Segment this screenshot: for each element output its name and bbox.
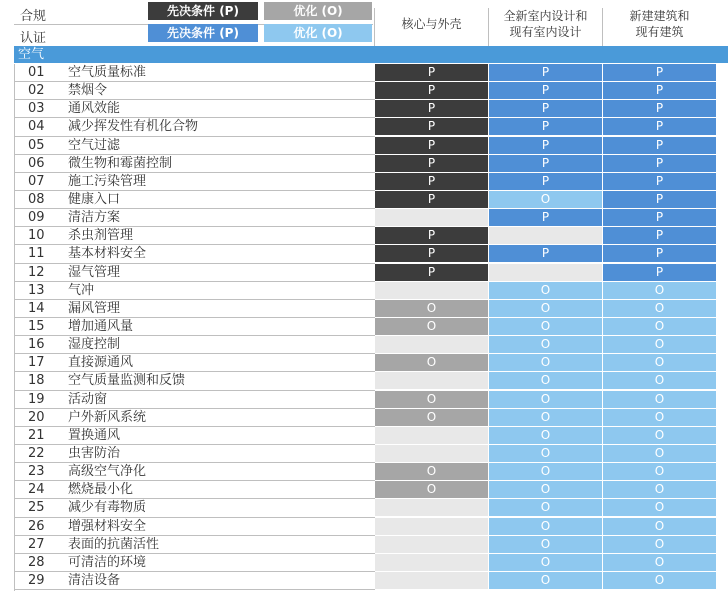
row-feature-name: 表面的抗菌活性 [68,536,160,552]
cell-core: O [375,300,488,317]
legend-prereq-core: 先决条件 (P) [148,2,258,20]
row-number: 10 [28,228,45,244]
cell-new-building: O [603,372,716,389]
cell-core [375,572,488,589]
cell-new-building: P [603,245,716,262]
table-row [14,282,728,300]
row-feature-name: 清洁方案 [68,210,121,226]
column-header-new-building-line2: 现有建筑 [635,25,684,39]
cell-new-interior: P [489,118,602,135]
table-row [14,100,728,118]
cell-new-building: P [603,82,716,99]
row-number: 21 [28,427,45,443]
legend-optimization-core: 优化 (O) [264,2,372,20]
cell-core [375,336,488,353]
cell-new-interior: O [489,391,602,408]
cell-core [375,282,488,299]
row-number: 13 [28,282,45,298]
cell-new-interior: O [489,536,602,553]
row-number: 18 [28,373,45,389]
table-row [14,300,728,318]
row-feature-name: 通风效能 [68,101,121,117]
cell-new-building: O [603,354,716,371]
cell-core: P [375,191,488,208]
cell-new-interior: P [489,82,602,99]
table-row [14,463,728,481]
table-row [14,64,728,82]
cell-core [375,518,488,535]
row-number: 08 [28,191,45,207]
cell-new-building: P [603,137,716,154]
cell-new-building: P [603,118,716,135]
row-number: 28 [28,554,45,570]
cell-new-building: O [603,445,716,462]
row-feature-name: 空气质量监测和反馈 [68,373,186,389]
cell-new-interior: O [489,300,602,317]
table-header [0,0,728,46]
cell-core: P [375,64,488,81]
row-number: 27 [28,536,45,552]
cell-new-interior: P [489,137,602,154]
row-number: 25 [28,500,45,516]
cell-new-building: P [603,173,716,190]
cell-new-building: P [603,264,716,281]
cell-new-building: O [603,481,716,498]
legend-optimization-cert: 优化 (O) [264,24,372,42]
compliance-label: 合规 [20,9,47,24]
cell-core: P [375,155,488,172]
table-row [14,372,728,390]
cell-core: P [375,264,488,281]
table-row [14,245,728,263]
cell-core [375,499,488,516]
row-number: 06 [28,155,45,171]
table-row [14,391,728,409]
cell-new-building: O [603,318,716,335]
cell-new-interior: P [489,100,602,117]
cell-core: O [375,318,488,335]
table-row [14,173,728,191]
row-feature-name: 减少挥发性有机化合物 [68,119,199,135]
cell-new-building: P [603,100,716,117]
row-number: 24 [28,482,45,498]
certification-label: 认证 [20,31,47,46]
cell-core [375,427,488,444]
column-header-new-interior-line1: 全新室内设计和 [503,9,588,23]
cell-new-building: O [603,463,716,480]
row-feature-name: 湿气管理 [68,264,121,280]
table-row [14,354,728,372]
row-feature-name: 虫害防治 [68,445,121,461]
row-feature-name: 空气过滤 [68,137,121,153]
table-row [14,445,728,463]
cell-new-interior: P [489,209,602,226]
row-feature-name: 空气质量标准 [68,65,147,80]
column-header-new-building [603,8,716,40]
row-feature-name: 禁烟令 [68,83,108,99]
cell-new-building: O [603,499,716,516]
table-row [14,481,728,499]
table-row [14,536,728,554]
row-number: 19 [28,391,45,407]
cell-core: P [375,82,488,99]
table-row [14,118,728,136]
cell-core: O [375,409,488,426]
cell-new-interior: P [489,245,602,262]
cell-new-interior: O [489,445,602,462]
row-number: 20 [28,409,45,425]
cell-core: P [375,100,488,117]
cell-new-interior: O [489,463,602,480]
cell-new-interior: O [489,518,602,535]
cell-new-building: O [603,282,716,299]
row-feature-name: 户外新风系统 [68,409,147,425]
cell-new-interior: O [489,554,602,571]
row-feature-name: 高级空气净化 [68,464,147,480]
cell-new-building: O [603,572,716,589]
table-row [14,137,728,155]
cell-new-interior: O [489,318,602,335]
row-feature-name: 减少有毒物质 [68,500,147,516]
cell-new-interior: P [489,173,602,190]
row-number: 03 [28,101,45,117]
cell-new-interior: O [489,481,602,498]
table-row [14,227,728,245]
column-header-core: 核心与外壳 [401,17,462,31]
row-feature-name: 直接源通风 [68,355,134,371]
cell-core: P [375,173,488,190]
row-number: 05 [28,137,45,153]
cell-core: P [375,137,488,154]
table-row [14,264,728,282]
cell-new-building: O [603,409,716,426]
row-number: 02 [28,83,45,99]
row-feature-name: 微生物和霉菌控制 [68,155,173,171]
cell-core: O [375,354,488,371]
table-row [14,409,728,427]
row-feature-name: 活动窗 [68,391,108,407]
cell-core: P [375,118,488,135]
row-feature-name: 增加通风量 [68,318,134,334]
cell-new-interior [489,264,602,281]
cell-new-building: P [603,209,716,226]
cell-core [375,372,488,389]
cell-new-building: O [603,336,716,353]
cell-core [375,209,488,226]
row-number: 22 [28,445,45,461]
row-feature-name: 漏风管理 [68,300,121,316]
cell-core [375,554,488,571]
feature-rows [14,64,728,590]
cell-core [375,445,488,462]
row-feature-name: 湿度控制 [68,337,121,353]
row-number: 23 [28,464,45,480]
table-row [14,518,728,536]
row-feature-name: 增强材料安全 [68,518,147,534]
row-number: 04 [28,119,45,135]
cell-core: P [375,227,488,244]
cell-new-building: O [603,391,716,408]
row-number: 12 [28,264,45,280]
legend-prereq-cert: 先决条件 (P) [148,24,258,42]
cell-new-building: P [603,155,716,172]
cell-new-building: P [603,227,716,244]
column-header-new-interior-line2: 现有室内设计 [509,25,582,39]
table-row [14,427,728,445]
row-feature-name: 基本材料安全 [68,246,147,262]
column-header-new-building-line1: 新建建筑和 [629,9,690,23]
row-number: 09 [28,210,45,226]
cell-new-interior [489,227,602,244]
cell-new-interior: O [489,372,602,389]
row-feature-name: 燃烧最小化 [68,482,134,498]
cell-new-building: O [603,554,716,571]
section-title-air: 空气 [14,46,728,63]
table-row [14,572,728,590]
row-feature-name: 清洁设备 [68,572,121,588]
table-row [14,82,728,100]
table-row [14,209,728,227]
row-feature-name: 可清洁的环境 [68,554,147,570]
cell-new-interior: P [489,64,602,81]
cell-new-interior: O [489,354,602,371]
row-number: 16 [28,337,45,353]
row-number: 11 [28,246,45,262]
row-feature-name: 杀虫剂管理 [68,228,134,244]
row-number: 26 [28,518,45,534]
cell-core: P [375,245,488,262]
row-number: 07 [28,173,45,189]
table-row [14,318,728,336]
cell-new-interior: O [489,499,602,516]
cell-core: O [375,481,488,498]
legend-row-certification [0,24,373,46]
table-row [14,336,728,354]
cell-new-building: P [603,64,716,81]
cell-new-interior: O [489,282,602,299]
row-feature-name: 气冲 [68,282,95,298]
cell-new-interior: P [489,155,602,172]
row-number: 17 [28,355,45,371]
cell-new-interior: O [489,427,602,444]
row-divider [14,589,375,590]
cell-new-building: O [603,536,716,553]
legend-row-compliance [0,2,373,24]
row-feature-name: 置换通风 [68,427,121,443]
cell-new-interior: O [489,409,602,426]
cell-core [375,536,488,553]
cell-core: O [375,463,488,480]
row-number: 29 [28,572,45,588]
cell-new-building: O [603,300,716,317]
cell-new-interior: O [489,191,602,208]
cell-new-interior: O [489,572,602,589]
cell-new-building: O [603,427,716,444]
row-feature-name: 施工污染管理 [68,173,147,189]
row-number: 01 [28,65,45,80]
column-header-new-interior [489,8,602,40]
table-row [14,155,728,173]
table-row [14,499,728,517]
cell-new-building: P [603,191,716,208]
cell-new-interior: O [489,336,602,353]
table-row [14,554,728,572]
cell-new-building: O [603,518,716,535]
cell-core: O [375,391,488,408]
row-feature-name: 健康入口 [68,191,121,207]
table-row [14,191,728,209]
row-number: 14 [28,300,45,316]
row-number: 15 [28,318,45,334]
